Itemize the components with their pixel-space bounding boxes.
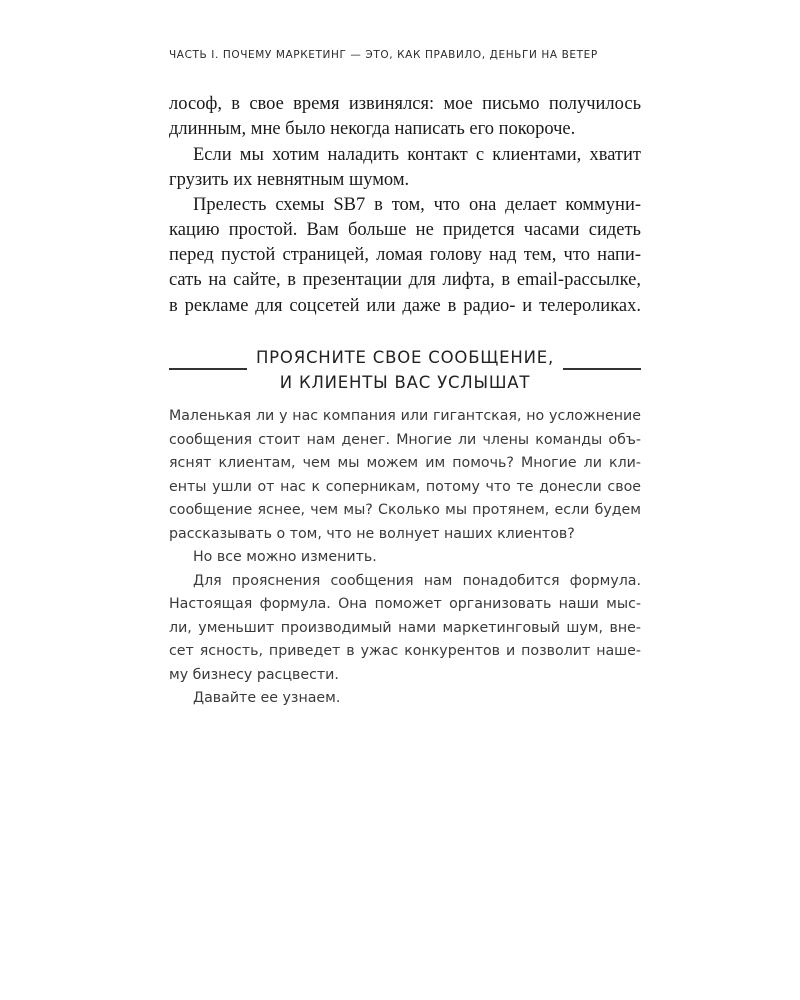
body-text-line: Давайте ее узнаем. — [193, 690, 341, 706]
body-text-line: Настоящая формула. Она поможет организовать наши мыс- — [169, 596, 641, 612]
top-text-line: перед пустой страницей, ломая голову над тем, что напи- — [169, 245, 641, 265]
section-heading-second-row — [169, 370, 641, 395]
section-heading-line-1: ПРОЯСНИТЕ СВОЕ СООБЩЕНИЕ, — [255, 348, 555, 367]
top-text-line: длинным, мне было некогда написать его покороче. — [169, 119, 576, 139]
body-text-line: яснят клиентам, чем мы можем им помочь? Многие ли кли- — [169, 455, 641, 471]
body-text-line: сообщение яснее, чем мы? Сколько мы протянем, если будем — [169, 502, 641, 518]
running-head: ЧАСТЬ I. ПОЧЕМУ МАРКЕТИНГ — ЭТО, КАК ПРАВИЛО, ДЕНЬГИ НА ВЕТЕР — [169, 49, 598, 61]
top-text-line: в рекламе для соцсетей или даже в радио- и телероликах. — [169, 296, 641, 316]
section-heading-line-2: И КЛИЕНТЫ ВАС УСЛЫШАТ — [279, 373, 531, 392]
body-text-line: Маленькая ли у нас компания или гигантская, но усложнение — [169, 408, 641, 424]
body-text-line: рассказывать о том, что не волнует наших клиентов? — [169, 525, 575, 542]
top-text-line: кацию простой. Вам больше не придется часами сидеть — [169, 220, 641, 240]
section-heading — [169, 345, 641, 370]
body-text-line: сет ясность, приведет в ужас конкурентов и позволит наше- — [169, 643, 641, 659]
top-text-line: Если мы хотим наладить контакт с клиентами, хватит — [193, 145, 641, 165]
body-text-line: Но все можно изменить. — [193, 549, 377, 565]
body-text-line: енты ушли от нас к соперникам, потому что те донесли свое — [169, 478, 641, 495]
body-text-line: му бизнесу расцвести. — [169, 666, 339, 683]
top-text-line: лософ, в свое время извинялся: мое письмо получилось — [169, 94, 641, 114]
body-text-line: Для прояснения сообщения нам понадобится формула. — [193, 572, 641, 589]
body-text-line: ли, уменьшит производимый нами маркетинговый шум, вне- — [169, 619, 641, 636]
top-text-line: грузить их невнятным шумом. — [169, 170, 410, 190]
top-text-line: сать на сайте, в презентации для лифта, в email-рассылке, — [169, 270, 641, 290]
body-text-line: сообщения стоит нам денег. Многие ли члены команды объ- — [169, 431, 641, 448]
top-text-line: Прелесть схемы SB7 в том, что она делает коммуни- — [193, 195, 641, 215]
